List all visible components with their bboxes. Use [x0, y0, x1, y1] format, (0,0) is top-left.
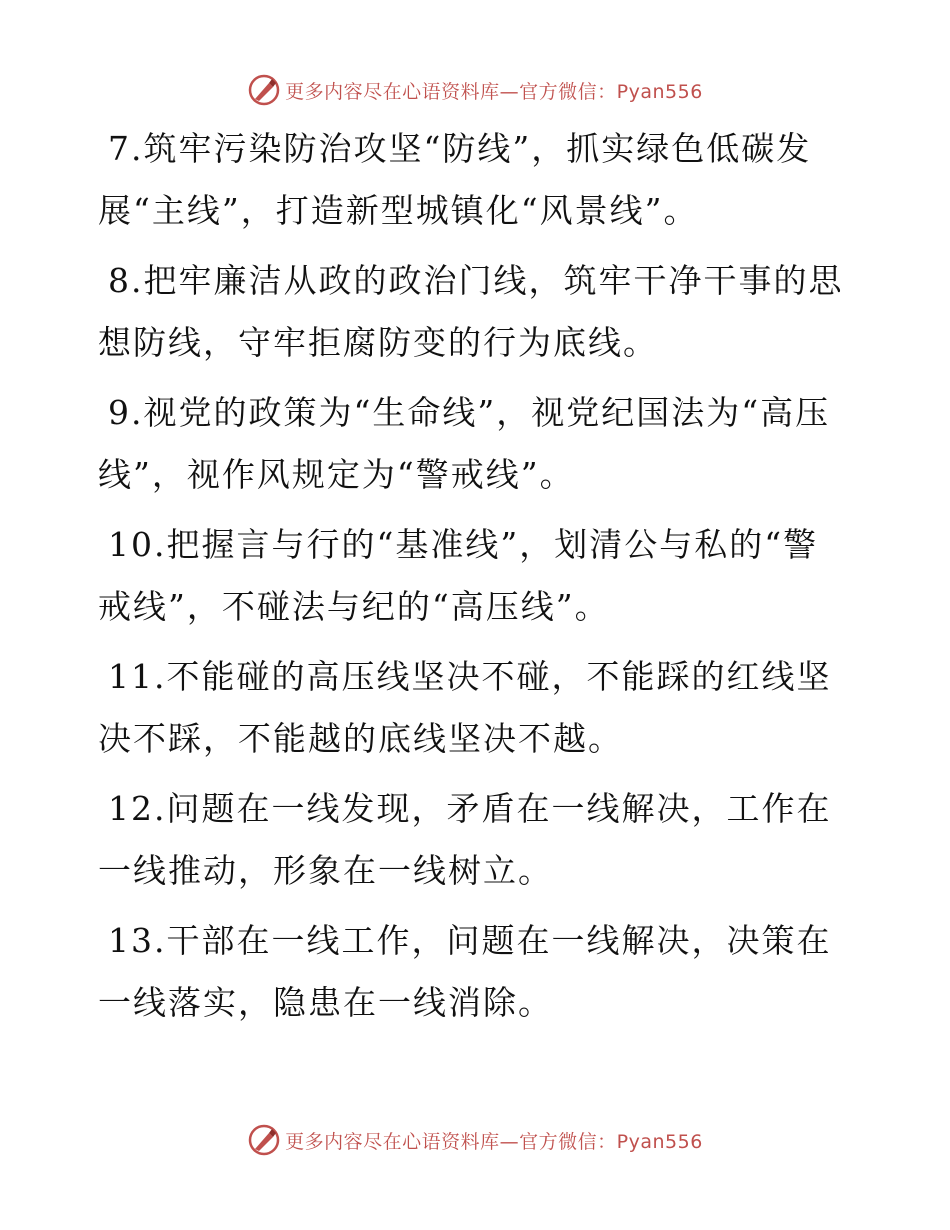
paragraph-13: 13.干部在一线工作，问题在一线解决，决策在一线落实，隐患在一线消除。 [98, 921, 832, 1022]
pen-logo-icon [247, 73, 281, 107]
paragraph-10: 10.把握言与行的“基准线”，划清公与私的“警戒线”，不碰法与纪的“高压线”。 [98, 525, 819, 626]
footer-watermark [0, 1120, 950, 1160]
document-body [98, 118, 850, 1042]
paragraph-7: 7.筑牢污染防治攻坚“防线”，抓实绿色低碳发展“主线”，打造新型城镇化“风景线”。 [98, 129, 812, 230]
header-watermark [0, 70, 950, 110]
paragraph-11: 11.不能碰的高压线坚决不碰，不能踩的红线坚决不踩，不能越的底线坚决不越。 [98, 657, 832, 758]
paragraph-9: 9.视党的政策为“生命线”，视党纪国法为“高压线”，视作风规定为“警戒线”。 [98, 393, 831, 494]
footer-watermark-text: 更多内容尽在心语资料库—官方微信：Pyan556 [285, 1130, 703, 1153]
paragraph-8: 8.把牢廉洁从政的政治门线，筑牢干净干事的思想防线，守牢拒腐防变的行为底线。 [98, 261, 844, 362]
header-watermark-text: 更多内容尽在心语资料库—官方微信：Pyan556 [285, 80, 703, 103]
pen-logo-icon [247, 1123, 281, 1157]
paragraph-12: 12.问题在一线发现，矛盾在一线解决，工作在一线推动，形象在一线树立。 [98, 789, 832, 890]
